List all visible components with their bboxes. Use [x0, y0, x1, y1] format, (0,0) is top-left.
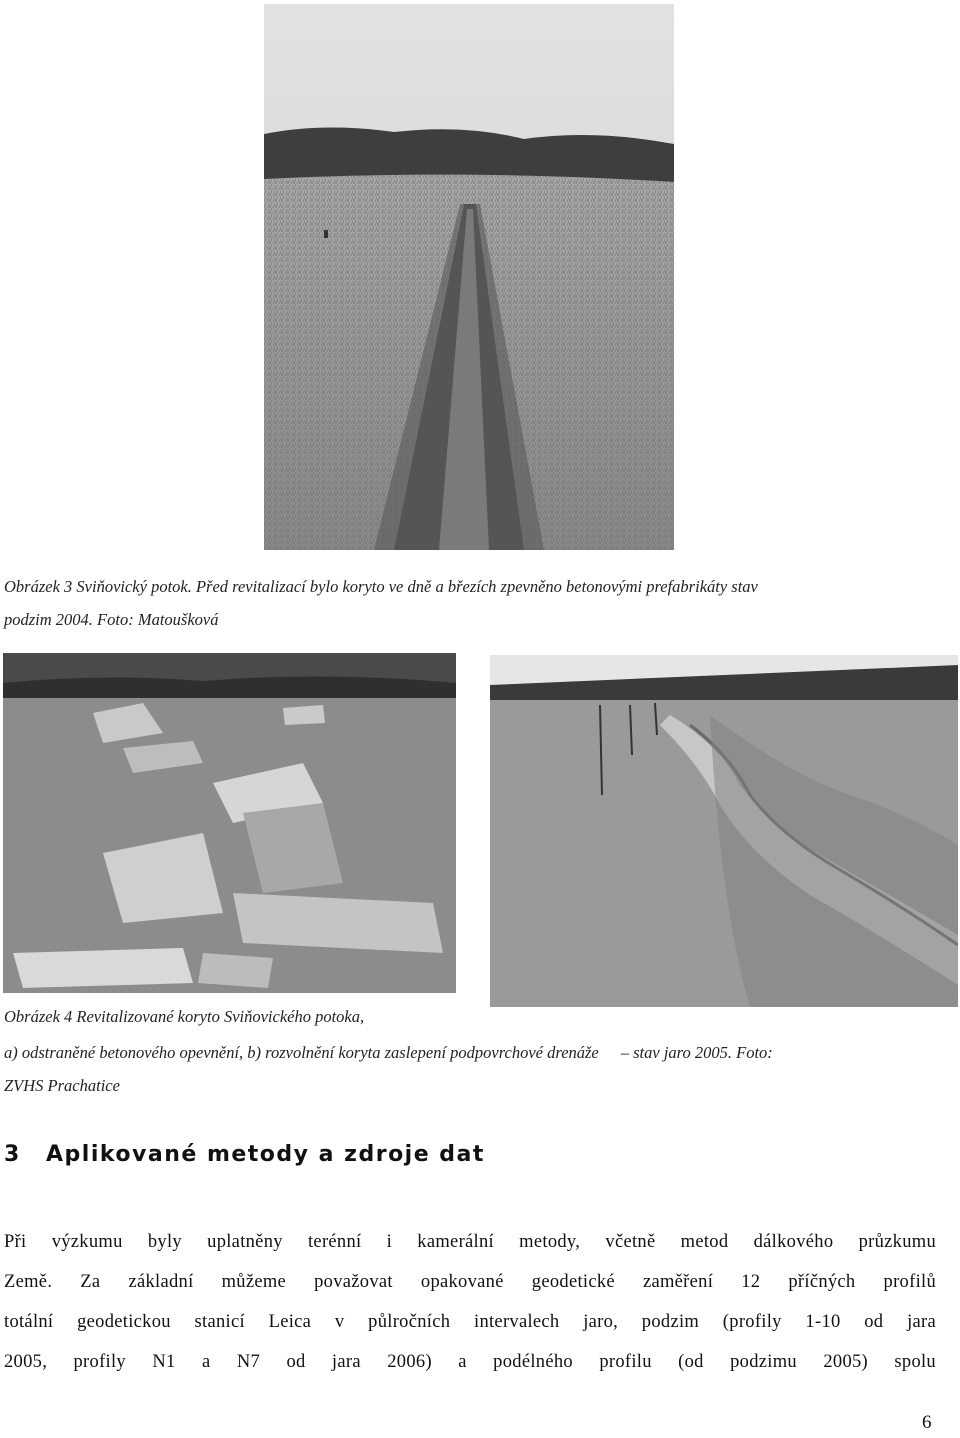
figure4b-photo — [490, 655, 958, 1007]
body-line: Při výzkumu byly uplatněny terénní i kamerální metody, včetně metod dálkového průzkumu — [4, 1232, 936, 1252]
body-paragraph — [4, 1222, 936, 1382]
figure4a-photo — [3, 653, 456, 993]
body-line: Země. Za základní můžeme považovat opakované geodetické zaměření 12 příčných profilů — [4, 1272, 936, 1292]
figure3-photo — [264, 4, 674, 550]
figure3-caption — [4, 570, 944, 636]
figure4-caption-title: Obrázek 4 Revitalizované koryto Sviňovického potoka, — [4, 1007, 365, 1026]
figure4-caption-detail — [4, 1036, 944, 1102]
body-line: totální geodetickou stanicí Leica v půlročních intervalech jaro, podzim (profily 1-10 od jara — [4, 1312, 936, 1332]
figure4-caption-detail-part2: – stav jaro 2005. Foto: — [620, 1043, 773, 1062]
figure4-caption-detail-part1: a) odstraněné betonového opevnění, b) rozvolnění koryta zaslepení podpovrchové drenáže — [4, 1043, 599, 1062]
section-heading — [4, 1142, 485, 1167]
figure3-caption-line2: podzim 2004. Foto: Matoušková — [4, 610, 219, 629]
section-number: 3 — [4, 1142, 21, 1167]
figure3-caption-line1: Obrázek 3 Sviňovický potok. Před revitalizací bylo koryto ve dně a březích zpevněno betonovými prefabrikáty stav — [4, 577, 758, 596]
body-line: 2005, profily N1 a N7 od jara 2006) a podélného profilu (od podzimu 2005) spolu — [4, 1352, 936, 1372]
section-title: Aplikované metody a zdroje dat — [46, 1142, 485, 1167]
figure4-caption-detail-line2: ZVHS Prachatice — [4, 1076, 120, 1095]
page-number: 6 — [922, 1412, 932, 1433]
